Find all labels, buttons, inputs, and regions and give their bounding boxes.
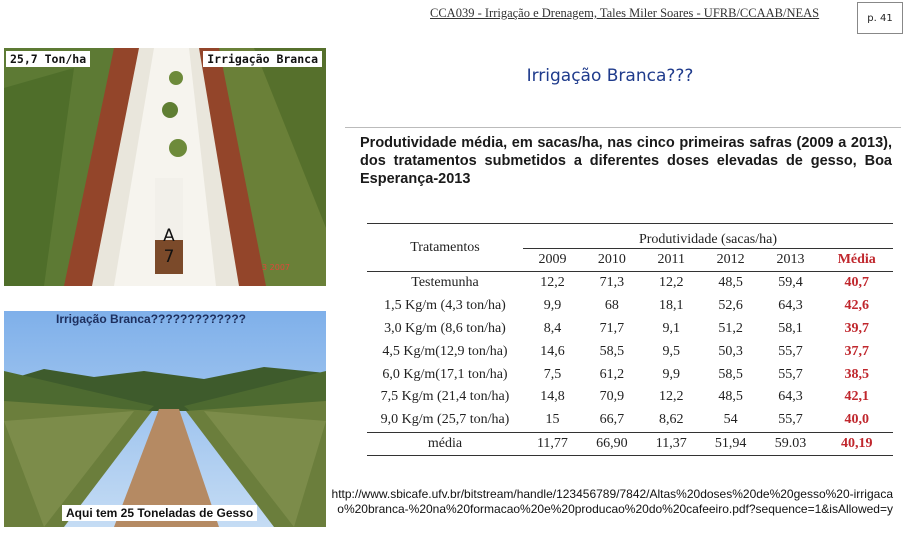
treatment-cell: 7,5 Kg/m (21,4 ton/ha) xyxy=(380,389,510,405)
value-cell: 61,2 xyxy=(599,366,625,382)
value-cell: 9,9 xyxy=(662,366,680,382)
value-cell: 12,2 xyxy=(659,275,684,291)
value-cell: 7,5 xyxy=(543,366,562,382)
value-cell: 50,3 xyxy=(718,343,743,359)
treatment-cell: 1,5 Kg/m (4,3 ton/ha) xyxy=(384,298,506,314)
value-cell: 54 xyxy=(701,409,761,432)
value-cell: 12,2 xyxy=(540,275,565,291)
stake-letter: A xyxy=(163,226,175,246)
photo-date: 3 2007 xyxy=(262,263,290,272)
table-caption: Produtividade média, em sacas/ha, nas cinco primeiras safras (2009 a 2013), dos tratamentos submetidos a diferentes doses elevadas de gesso, Boa Esperança-2013 xyxy=(360,135,892,187)
average-cell: 42,6 xyxy=(844,298,869,314)
value-cell: 48,5 xyxy=(718,389,743,405)
year-header: 2009 xyxy=(523,249,582,272)
treatment-cell: 9,0 Kg/m (25,7 ton/ha) xyxy=(367,409,523,432)
photo-caption-question: Irrigação Branca????????????? xyxy=(56,312,247,326)
value-cell: 8,4 xyxy=(543,320,562,336)
value-cell: 55,7 xyxy=(778,343,803,359)
value-cell: 70,9 xyxy=(599,389,625,405)
table-row xyxy=(367,272,893,295)
year-header: 2013 xyxy=(761,249,821,272)
value-cell: 9,1 xyxy=(662,320,680,336)
table-row xyxy=(367,386,893,409)
footer-value: 66,90 xyxy=(582,432,642,456)
value-cell: 58,5 xyxy=(599,343,625,359)
year-header: 2010 xyxy=(582,249,642,272)
treatment-cell: 3,0 Kg/m (8,6 ton/ha) xyxy=(384,320,506,336)
value-cell: 14,8 xyxy=(540,389,565,405)
productivity-table-panel xyxy=(345,127,901,483)
photo-coffee-field-drawing xyxy=(4,311,326,527)
value-cell: 71,7 xyxy=(599,320,625,336)
value-cell: 59,4 xyxy=(778,275,803,291)
average-header: Média xyxy=(820,249,893,272)
photo-caption-gypsum: Aqui tem 25 Toneladas de Gesso xyxy=(62,505,257,521)
treatment-cell: Testemunha xyxy=(411,275,479,291)
value-cell: 58,5 xyxy=(718,366,743,382)
productivity-table xyxy=(367,223,893,456)
table-row xyxy=(367,295,893,318)
stake-marker xyxy=(154,226,184,268)
average-cell: 40,7 xyxy=(844,275,869,291)
footer-value: 51,94 xyxy=(701,432,761,456)
table-row xyxy=(367,363,893,386)
value-cell: 66,7 xyxy=(582,409,642,432)
average-cell: 37,7 xyxy=(844,343,869,359)
source-link[interactable]: http://www.sbicafe.ufv.br/bitstream/handle/123456789/7842/Altas%20doses%20de%20gesso%20-irrigacao%20branca-%20na%20formacao%20e%20producao%20do%20cafeeiro.pdf?sequence=1&isAllowed=y xyxy=(331,487,893,516)
value-cell: 12,2 xyxy=(659,389,684,405)
slide-title: Irrigação Branca??? xyxy=(526,66,694,86)
average-cell: 39,7 xyxy=(844,320,869,336)
value-cell: 55,7 xyxy=(778,366,803,382)
value-cell: 8,62 xyxy=(642,409,701,432)
stake-number: 7 xyxy=(163,247,175,267)
value-cell: 48,5 xyxy=(718,275,743,291)
year-header: 2012 xyxy=(701,249,761,272)
photo-label: Irrigação Branca xyxy=(203,51,322,67)
value-cell: 18,1 xyxy=(659,298,684,314)
value-cell: 64,3 xyxy=(778,298,803,314)
value-cell: 58,1 xyxy=(778,320,803,336)
value-cell: 14,6 xyxy=(540,343,565,359)
value-cell: 64,3 xyxy=(778,389,803,405)
value-cell: 51,2 xyxy=(718,320,743,336)
page-number-box: p. 41 xyxy=(857,2,903,34)
value-cell: 68 xyxy=(604,298,619,314)
footer-value: 59.03 xyxy=(761,432,821,456)
footer-value: 11,37 xyxy=(642,432,701,456)
col-group-header: Produtividade (sacas/ha) xyxy=(523,224,893,249)
footer-label: média xyxy=(367,432,523,456)
value-cell: 71,3 xyxy=(599,275,625,291)
table-row xyxy=(367,340,893,363)
average-cell: 38,5 xyxy=(844,366,869,382)
value-cell: 52,6 xyxy=(718,298,743,314)
header-course: CCA039 - Irrigação e Drenagem, Tales Miler Soares - UFRB/CCAAB/NEAS xyxy=(430,6,820,20)
value-cell: 9,5 xyxy=(662,343,680,359)
dose-label: 25,7 Ton/ha xyxy=(6,51,90,67)
photo-gypsum-row xyxy=(4,48,326,286)
value-cell: 55,7 xyxy=(761,409,821,432)
footer-value: 11,77 xyxy=(523,432,582,456)
photo-coffee-field xyxy=(4,311,326,527)
col-treatment-header: Tratamentos xyxy=(367,224,523,272)
table-footer-row xyxy=(367,432,893,456)
treatment-cell: 6,0 Kg/m(17,1 ton/ha) xyxy=(382,366,508,382)
average-cell: 40,0 xyxy=(820,409,893,432)
table-row xyxy=(367,318,893,341)
average-cell: 42,1 xyxy=(844,389,869,405)
value-cell: 9,9 xyxy=(543,298,562,314)
treatment-cell: 4,5 Kg/m(12,9 ton/ha) xyxy=(382,343,508,359)
value-cell: 15 xyxy=(523,409,582,432)
table-row xyxy=(367,409,893,432)
year-header: 2011 xyxy=(642,249,701,272)
footer-average: 40,19 xyxy=(820,432,893,456)
